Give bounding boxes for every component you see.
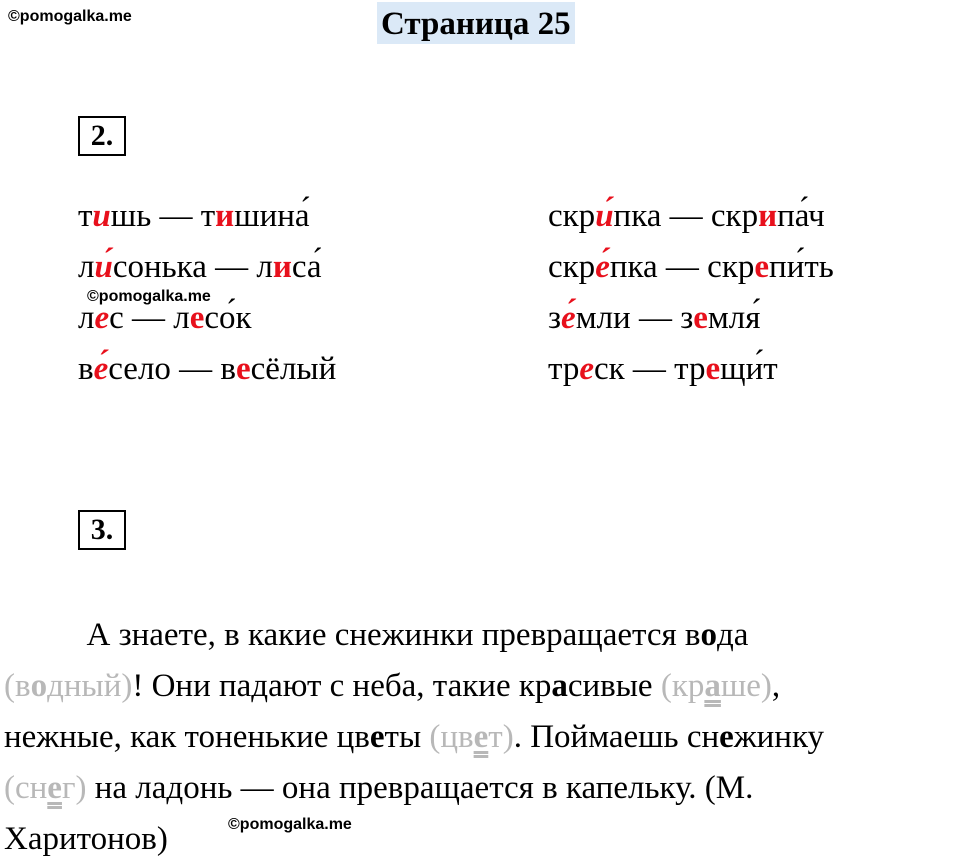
task-2-number-value: 2 xyxy=(90,119,106,152)
task3-lines-1-seg-9: , xyxy=(771,668,781,704)
task3-lines-2-seg-0: нежные, как тоненькие цв xyxy=(4,719,370,755)
word-pair-line xyxy=(78,349,336,389)
task3-lines-1-seg-1: о xyxy=(30,668,48,704)
task2-left_column-2-seg-4: со́к xyxy=(204,300,252,336)
task3-lines-2-seg-8: жинку xyxy=(733,719,825,755)
word-pair-line xyxy=(548,298,760,338)
task3-lines-2-seg-3: (цв xyxy=(429,719,474,755)
task3-lines-1-seg-7: а xyxy=(704,668,721,704)
task2-left_column-1-seg-2: сонька — л xyxy=(112,249,273,285)
task3-lines-2-seg-6: . Поймаешь сн xyxy=(513,719,720,755)
task2-right_column-3-seg-1: е xyxy=(579,351,594,387)
paragraph-line xyxy=(4,814,954,865)
task2-right_column-1-seg-0: скр xyxy=(548,249,596,285)
task2-right_column-0-seg-1: и́ xyxy=(595,198,614,234)
watermark-bottom: ©pomogalka.me xyxy=(228,816,352,833)
task3-lines-3-seg-2: г) xyxy=(61,770,87,806)
page-title: Страница 25 xyxy=(377,2,575,44)
task2-right_column-0-seg-3: и xyxy=(758,198,778,234)
word-pair-line xyxy=(548,196,825,236)
task2-right_column-3-seg-3: е xyxy=(705,351,721,387)
task2-left_column-0-seg-2: шь — т xyxy=(110,198,216,234)
task2-left_column-3-seg-0: в xyxy=(78,351,94,387)
task3-lines-3-seg-3: на ладонь — она превращается в капельку. (М. xyxy=(86,770,754,806)
task2-left_column-2-seg-2: с — л xyxy=(109,300,190,336)
task3-lines-1-seg-2: дный) xyxy=(47,668,133,704)
paragraph-line xyxy=(4,661,954,712)
task2-left_column-1-seg-4: са́ xyxy=(291,249,322,285)
task3-lines-1-seg-8: ше) xyxy=(720,668,772,704)
task2-right_column-0-seg-2: пка — скр xyxy=(613,198,759,234)
task2-right_column-2-seg-3: е xyxy=(693,300,708,336)
task2-right_column-3-seg-0: тр xyxy=(548,351,580,387)
word-pair-line xyxy=(78,298,252,338)
task2-right_column-1-seg-2: пка — скр xyxy=(609,249,755,285)
task2-left_column-1-seg-1: и́ xyxy=(94,249,113,285)
task3-lines-1-seg-0: (в xyxy=(4,668,31,704)
task2-left_column-1-seg-0: л xyxy=(78,249,95,285)
task-3-number-value: 3 xyxy=(90,513,106,546)
task-3-paragraph xyxy=(4,610,954,865)
word-pair-line xyxy=(78,247,322,287)
word-pair-line xyxy=(548,247,834,287)
task2-right_column-0-seg-4: па́ч xyxy=(777,198,825,234)
task3-lines-1-seg-4: а xyxy=(551,668,568,704)
task2-left_column-2-seg-1: е xyxy=(94,300,110,336)
task3-lines-0-seg-0: А знаете, в какие снежинки превращается в xyxy=(4,617,701,653)
task3-lines-3-seg-0: (сн xyxy=(4,770,48,806)
task2-left_column-0-seg-3: и xyxy=(215,198,235,234)
task3-lines-0-seg-1: о xyxy=(700,617,717,653)
task2-left_column-3-seg-2: село — в xyxy=(108,351,236,387)
task3-lines-2-seg-5: т) xyxy=(488,719,514,755)
task3-lines-4-seg-0: Харитонов) xyxy=(4,821,168,857)
task2-left_column-3-seg-4: сёлый xyxy=(250,351,337,387)
task2-right_column-1-seg-1: е́ xyxy=(595,249,610,285)
task2-right_column-0-seg-0: скр xyxy=(548,198,596,234)
task2-left_column-0-seg-4: шина́ xyxy=(234,198,310,234)
task2-left_column-0-seg-1: и xyxy=(92,198,111,234)
word-pair-line xyxy=(548,349,778,389)
task2-right_column-2-seg-2: мли — з xyxy=(575,300,694,336)
watermark-middle: ©pomogalka.me xyxy=(87,288,211,305)
word-pair-line xyxy=(78,196,310,236)
task2-left_column-2-seg-0: л xyxy=(78,300,95,336)
task3-lines-2-seg-2: ты xyxy=(384,719,430,755)
task2-left_column-3-seg-1: е́ xyxy=(93,351,109,387)
task2-right_column-2-seg-0: з xyxy=(548,300,562,336)
task-2-number: 2. xyxy=(78,116,126,156)
paragraph-line xyxy=(4,763,954,814)
task2-right_column-2-seg-4: мля́ xyxy=(707,300,761,336)
paragraph-line xyxy=(4,610,954,661)
task-3-number: 3. xyxy=(78,510,126,550)
task2-left_column-3-seg-3: е xyxy=(236,351,251,387)
watermark-top: ©pomogalka.me xyxy=(8,8,132,25)
task3-lines-1-seg-3: ! Они падают с неба, такие кр xyxy=(132,668,552,704)
task2-left_column-2-seg-3: е xyxy=(189,300,205,336)
task2-right_column-3-seg-4: щи́т xyxy=(720,351,778,387)
task2-right_column-2-seg-1: е́ xyxy=(561,300,576,336)
paragraph-line xyxy=(4,712,954,763)
task2-right_column-3-seg-2: ск — тр xyxy=(593,351,706,387)
task3-lines-1-seg-6: (кр xyxy=(660,668,705,704)
task2-left_column-1-seg-3: и xyxy=(272,249,292,285)
task3-lines-3-seg-1: е xyxy=(47,770,62,806)
task2-right_column-1-seg-4: пи́ть xyxy=(769,249,834,285)
task3-lines-0-seg-2: да xyxy=(716,617,749,653)
task3-lines-2-seg-1: е xyxy=(369,719,385,755)
task3-lines-1-seg-5: сивые xyxy=(567,668,661,704)
task2-right_column-1-seg-3: е xyxy=(754,249,770,285)
task3-lines-2-seg-4: е xyxy=(473,719,489,755)
task2-left_column-0-seg-0: т xyxy=(78,198,93,234)
task3-lines-2-seg-7: е xyxy=(719,719,734,755)
